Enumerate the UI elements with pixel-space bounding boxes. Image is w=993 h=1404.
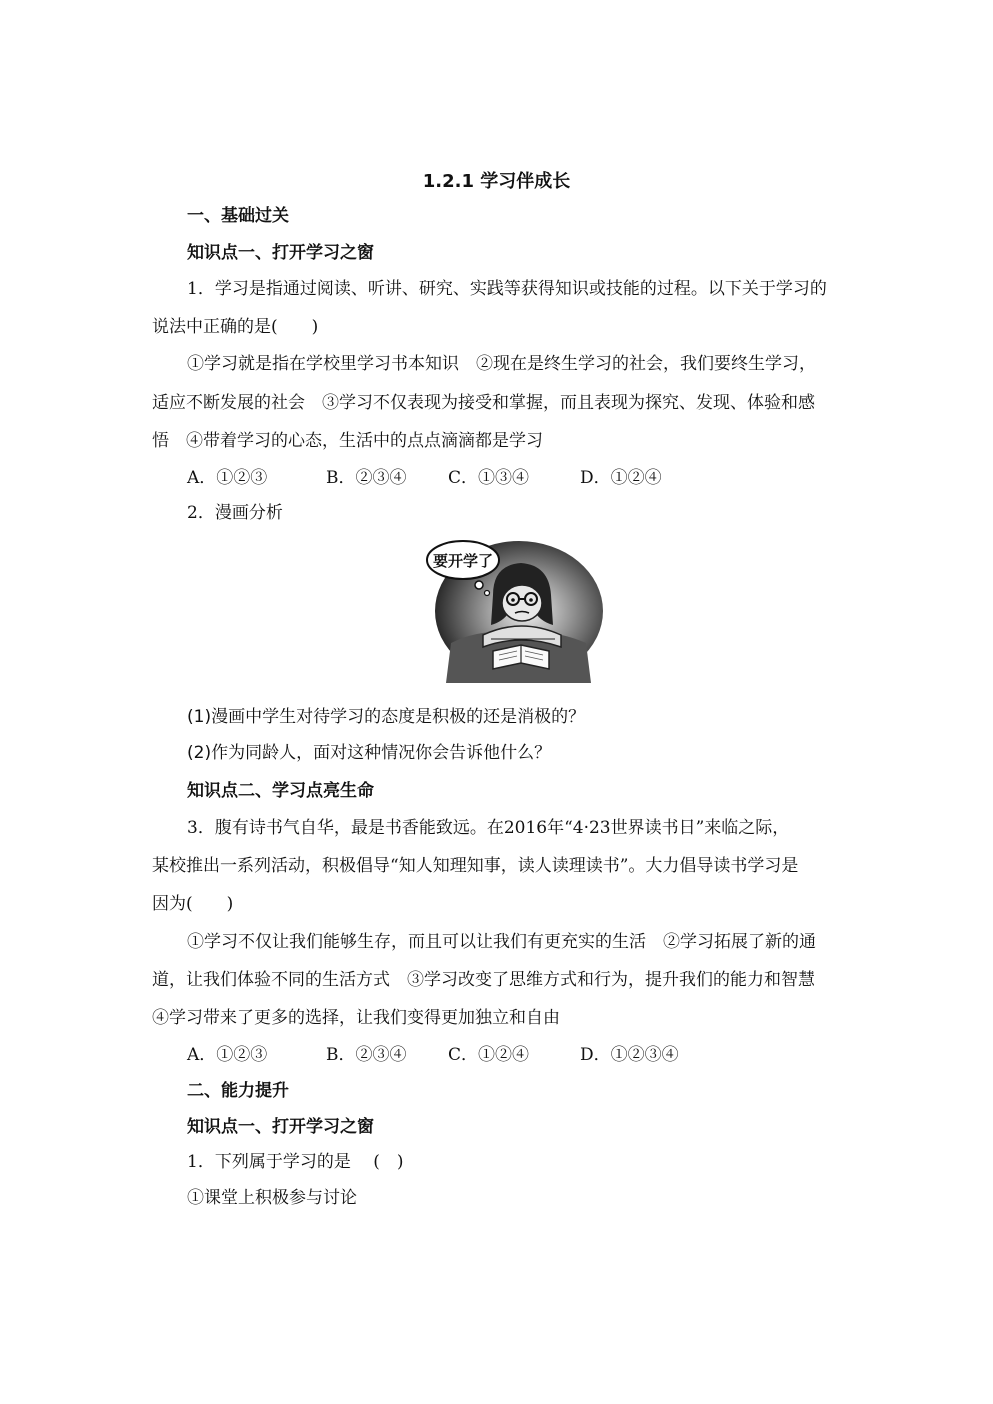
- question-3-stem: 3．腹有诗书气自华，最是书香能致远。在2016年“4·23世界读书日”来临之际，: [187, 818, 790, 838]
- question-2-sub-2: (2)作为同龄人，面对这种情况你会告诉他什么？: [187, 743, 552, 763]
- knowledge-point-2-heading: 知识点二、学习点亮生命: [187, 781, 374, 801]
- practice-question-1-stem: 1．下列属于学习的是 ( ): [187, 1152, 404, 1172]
- knowledge-point-3-heading: 知识点一、打开学习之窗: [187, 1117, 374, 1137]
- question-3-stem-cont: 因为( ): [152, 894, 234, 914]
- question-3-option-b: B．②③④: [326, 1045, 407, 1065]
- question-3-option-a: A．①②③: [187, 1045, 268, 1065]
- question-1-option-d: D．①②④: [580, 468, 662, 488]
- question-3-statement: 道，让我们体验不同的生活方式 ③学习改变了思维方式和行为，提升我们的能力和智慧: [152, 970, 815, 990]
- question-1-option-c: C．①③④: [448, 468, 530, 488]
- question-1-statement: ①学习就是指在学校里学习书本知识 ②现在是终生学习的社会，我们要终生学习，: [187, 354, 816, 374]
- question-1-statement: 适应不断发展的社会 ③学习不仅表现为接受和掌握，而且表现为探究、发现、体验和感: [152, 393, 815, 413]
- question-3-statement: ④学习带来了更多的选择，让我们变得更加独立和自由: [152, 1008, 560, 1028]
- practice-question-1-statement: ①课堂上积极参与讨论: [187, 1188, 357, 1208]
- cartoon-bubble-text: 要开学了: [432, 552, 494, 570]
- question-3-statement: ①学习不仅让我们能够生存，而且可以让我们有更充实的生活 ②学习拓展了新的通: [187, 932, 816, 952]
- question-1-option-a: A．①②③: [187, 468, 268, 488]
- section-heading-basic: 一、基础过关: [187, 206, 289, 226]
- question-3-option-c: C．①②④: [448, 1045, 530, 1065]
- knowledge-point-1-heading: 知识点一、打开学习之窗: [187, 243, 374, 263]
- question-1-stem: 1．学习是指通过阅读、听讲、研究、实践等获得知识或技能的过程。以下关于学习的: [187, 279, 827, 299]
- cartoon-image: [421, 533, 605, 683]
- question-1-statement: 悟 ④带着学习的心态，生活中的点点滴滴都是学习: [152, 431, 543, 451]
- question-2-stem: 2．漫画分析: [187, 503, 283, 523]
- question-1-stem-cont: 说法中正确的是( ): [152, 317, 319, 337]
- section-heading-advanced: 二、能力提升: [187, 1081, 289, 1101]
- page-title: 1.2.1 学习伴成长: [422, 171, 571, 192]
- question-2-sub-1: (1)漫画中学生对待学习的态度是积极的还是消极的？: [187, 707, 586, 727]
- question-1-option-b: B．②③④: [326, 468, 407, 488]
- question-3-option-d: D．①②③④: [580, 1045, 679, 1065]
- question-3-stem-cont: 某校推出一系列活动，积极倡导“知人知理知事，读人读理读书”。大力倡导读书学习是: [152, 856, 799, 876]
